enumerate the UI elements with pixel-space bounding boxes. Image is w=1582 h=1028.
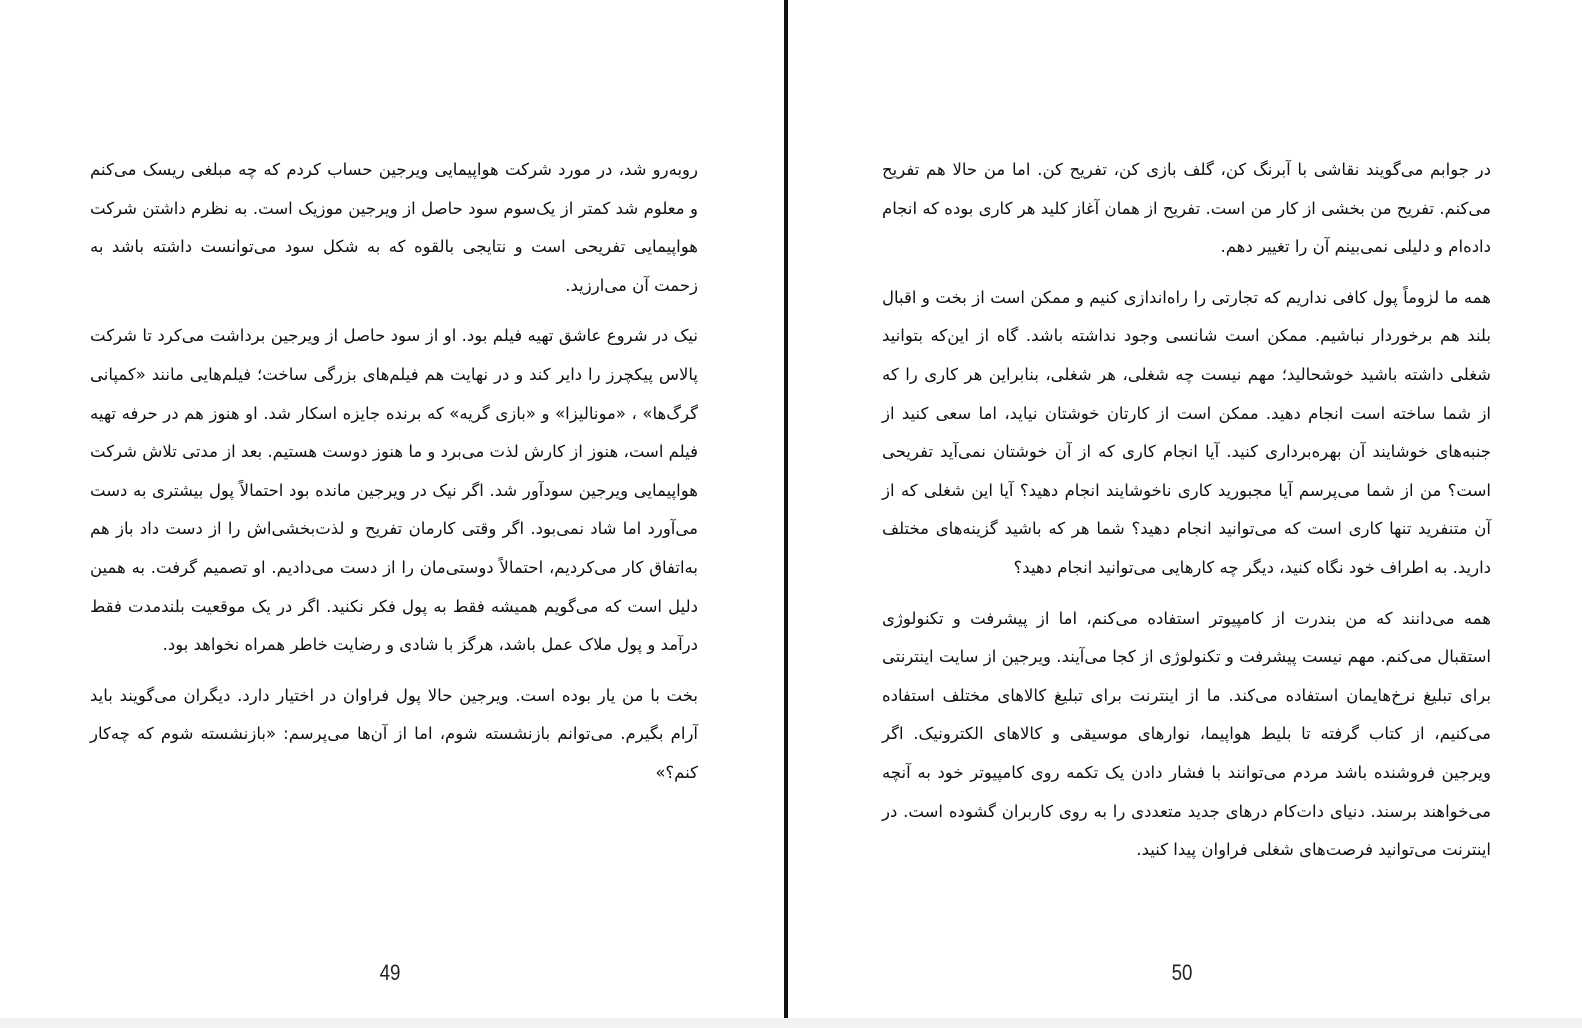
left-page (0, 0, 785, 1018)
paragraph: روبه‌رو شد، در مورد شرکت هواپیمایی ویرجین حساب کردم که چه مبلغی ریسک می‌کنم و معلوم شد کمتر از یک‌سوم سود حاصل از ویرجین موزیک است. به نظرم داشتن شرکت هواپیمایی تفریحی است و نتایجی بالقوه که به شکل سود می‌توانست داشته باشد به زحمت آن می‌ارزید. (90, 160, 698, 295)
page-gutter-divider (784, 0, 788, 1028)
paragraph: در جوابم می‌گویند نقاشی با آبرنگ کن، گلف بازی کن، تفریح کن. اما من حالا هم تفریح می‌کنم. تفریح من بخشی از کار من است. تفریح از همان آغاز کلید هر کاری بوده که انجام داده‌ام و دلیلی نمی‌بینم آن را تغییر دهم. (882, 160, 1491, 257)
paragraph: بخت با من یار بوده است. ویرجین حالا پول فراوان در اختیار دارد. دیگران می‌گویند باید آرام بگیرم. می‌توانم بازنشسته شوم، اما از آن‌ها می‌پرسم: «بازنشسته شوم که چه‌کار کنم؟» (90, 685, 698, 782)
paragraph: نیک در شروع عاشق تهیه فیلم بود. او از سود حاصل از ویرجین برداشت می‌کرد تا شرکت پالاس پیکچرز را دایر کند و در نهایت هم فیلم‌های بزرگی ساخت؛ فیلم‌هایی مانند «کمپانی گرگ‌ها» ، «مونالیزا» و «بازی گریه» که برنده جایزه اسکار شد. او هنوز هم در حرفه تهیه فیلم است، هنوز از کارش لذت می‌برد و ما هنوز دوست هستیم. بعد از مدتی تلاش شرکت هواپیمایی ویرجین سودآور شد. اگر نیک در ویرجین مانده بود احتمالاً پول بیشتری به دست می‌آورد اما شاد نمی‌بود. اگر وقتی کارمان تفریح و لذت‌بخشی‌اش را از دست داد باز هم به‌اتفاق کار می‌کردیم، احتمالاً دوستی‌مان را از دست می‌دادیم. او تصمیم گرفت. به همین دلیل است که می‌گویم همیشه فقط به پول فکر نکنید. اگر در یک موقعیت بلندمدت فقط درآمد و پول ملاک عمل باشد، هرگز با شادی و رضایت خاطر همراه نخواهد بود. (90, 326, 698, 655)
paragraph: همه ما لزوماً پول کافی نداریم که تجارتی را راه‌اندازی کنیم و ممکن است از بخت و اقبال بلند هم برخوردار نباشیم. ممکن است شانسی وجود نداشته باشد. گاه از این‌که بتوانید شغلی داشته باشید خوشحالید؛ مهم نیست چه شغلی، هر شغلی، بنابراین هر کاری را که از شما ساخته است انجام دهید. ممکن است از کارتان خوشتان نیاید، اما سعی کنید از جنبه‌های خوشایند آن بهره‌برداری کنید. آیا انجام کاری که از آن خوشتان نمی‌آید تفریحی است؟ من از شما می‌پرسم آیا مجبورید کاری ناخوشایند انجام دهید؟ آیا این شغلی که از آن متنفرید تنها کاری است که می‌توانید انجام دهید؟ شما هر که باشید گزینه‌های مختلف دارید. به اطراف خود نگاه کنید، دیگر چه کارهایی می‌توانید انجام دهید؟ (882, 287, 1491, 577)
page-number: 49 (379, 960, 401, 985)
page-number: 50 (1171, 960, 1193, 985)
paragraph: همه می‌دانند که من بندرت از کامپیوتر استفاده می‌کنم، اما از پیشرفت و تکنولوژی استقبال می‌کنم. مهم نیست پیشرفت و تکنولوژی از کجا می‌آیند. ویرجین از سایت اینترنتی برای تبلیغ نرخ‌هایمان استفاده می‌کند. ما از اینترنت برای تبلیغ کالاهای مختلف استفاده می‌کنیم، از کتاب گرفته تا بلیط هواپیما، نوارهای موسیقی و کالاهای الکترونیک. اگر ویرجین فروشنده باشد مردم می‌توانند با فشار دادن یک تکمه روی کامپیوتر خود به آنچه می‌خواهند برسند. دنیای دات‌کام درهای جدید متعددی را به روی کاربران گشوده است. در اینترنت می‌توانید فرصت‌های شغلی فراوان پیدا کنید. (882, 608, 1491, 860)
bottom-edge (0, 1018, 1582, 1028)
left-page-text (90, 151, 698, 805)
right-page (789, 0, 1582, 1018)
right-page-text (882, 151, 1491, 882)
